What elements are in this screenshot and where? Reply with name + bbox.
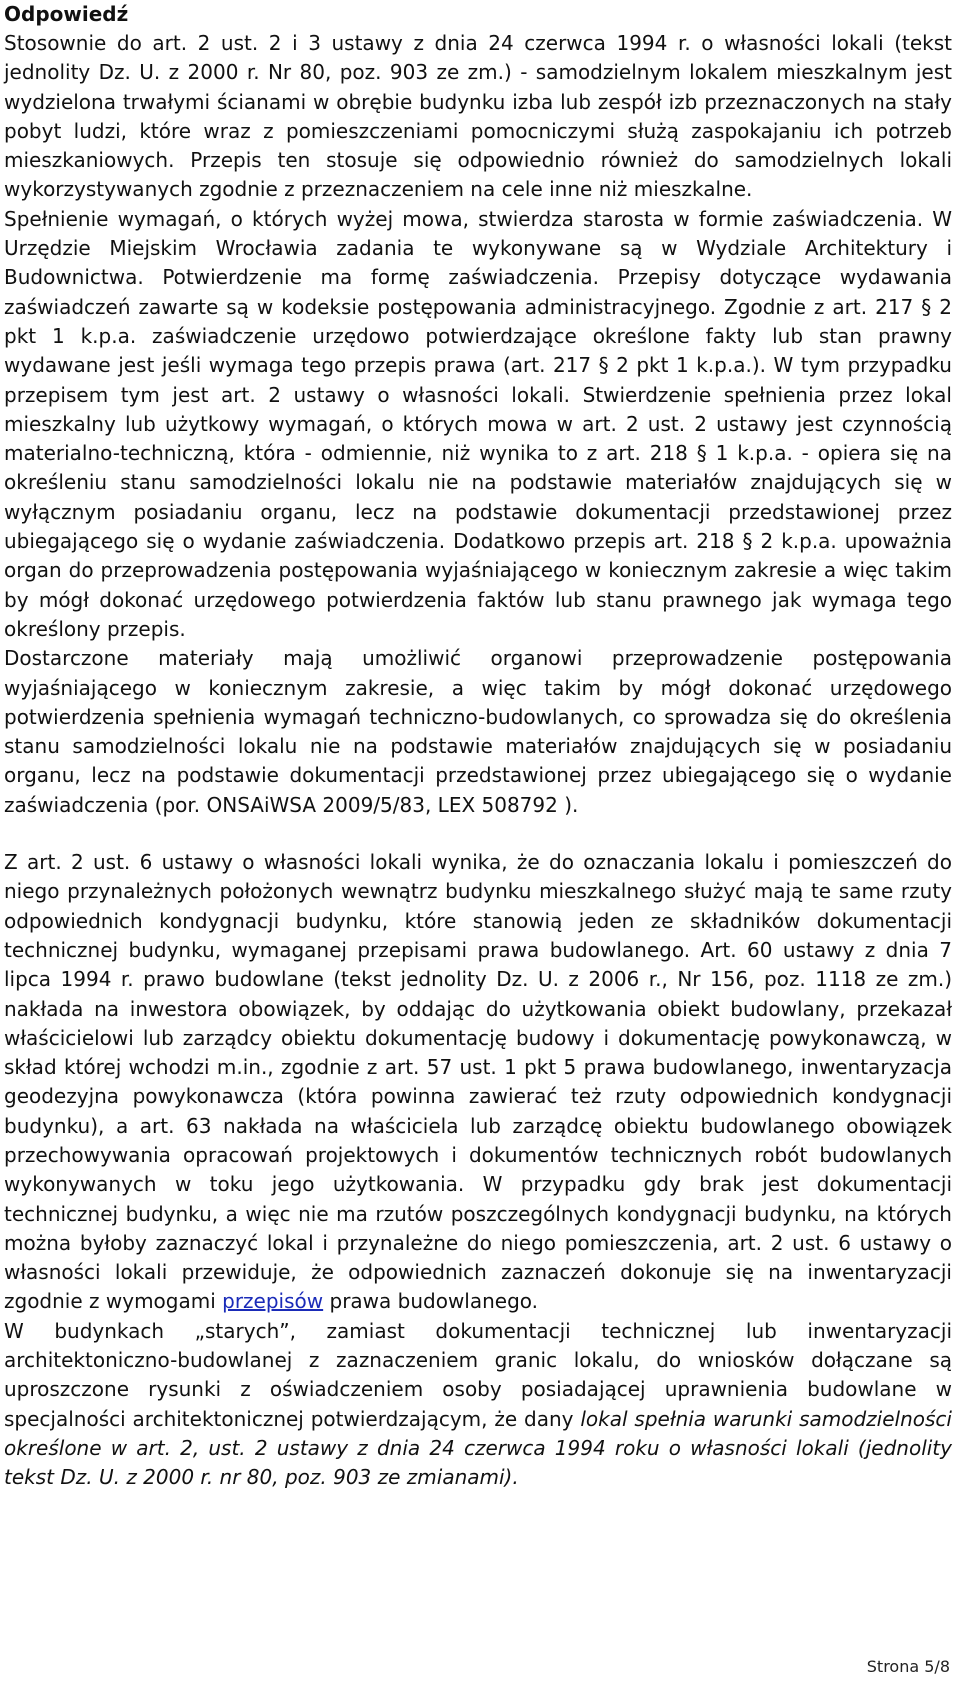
paragraph-regular-text: W budynkach „starych”, zamiast dokumentacji technicznej lub inwentaryzacji architektoniczno-budowlanej z zaznaczeniem granic lokalu, do wniosków dołączane są uproszczone rysunki z oświadczeniem osoby posiadającej uprawnienia budowlane w specjalności architektonicznej potwierdzającym, że dany	[4, 1318, 952, 1431]
paragraph-building-documentation	[4, 848, 952, 1317]
paragraph-definition: Stosownie do art. 2 ust. 2 i 3 ustawy z dnia 24 czerwca 1994 r. o własności lokali (tekst jednolity Dz. U. z 2000 r. Nr 80, poz. 903 ze zm.) - samodzielnym lokalem mieszkalnym jest wydzielona trwałymi ścianami w obrębie budynku izba lub zespół izb przeznaczonych na stały pobyt ludzi, które wraz z pomieszczeniami pomocniczymi służą zaspokajaniu ich potrzeb mieszkaniowych. Przepis ten stosuje się odpowiednio również do samodzielnych lokali wykorzystywanych zgodnie z przeznaczeniem na cele inne niż mieszkalne.	[4, 31, 952, 202]
page-number: Strona 5/8	[866, 1657, 950, 1676]
paragraph-text-after-link: prawa budowlanego.	[323, 1289, 539, 1314]
paragraph-materials: Dostarczone materiały mają umożliwić organowi przeprowadzenie postępowania wyjaśniającego w koniecznym zakresie, a więc takim by mógł dokonać urzędowego potwierdzenia spełnienia wymagań techniczno-budowlanych, co sprowadza się do określenia stanu samodzielności lokalu nie na podstawie materiałów znajdujących się w posiadaniu organu, lecz na podstawie dokumentacji przedstawionej przez ubiegającego się o wydanie zaświadczenia (por. ONSAiWSA 2009/5/83, LEX 508792 ).	[4, 646, 952, 817]
paragraph-italic-text: lokal spełnia warunki samodzielności określone w art. 2, ust. 2 ustawy z dnia 24 czerwca 1994 roku o własności lokali (jednolity tekst Dz. U. z 2000 r. nr 80, poz. 903 ze zmianami).	[4, 1406, 952, 1490]
paragraph-spacer	[4, 820, 952, 848]
paragraph-old-buildings	[4, 1317, 952, 1493]
przepisow-link[interactable]: przepisów	[222, 1289, 324, 1314]
paragraph-certificate-procedure: Spełnienie wymagań, o których wyżej mowa, stwierdza starosta w formie zaświadczenia. W Urzędzie Miejskim Wrocławia zadania te wykonywane są w Wydziale Architektury i Budownictwa. Potwierdzenie ma formę zaświadczenia. Przepisy dotyczące wydawania zaświadczeń zawarte są w kodeksie postępowania administracyjnego. Zgodnie z art. 217 § 2 pkt 1 k.p.a. zaświadczenie urzędowo potwierdzające określone fakty lub stan prawny wydawane jest jeśli wymaga tego przepis prawa (art. 217 § 2 pkt 1 k.p.a.). W tym przypadku przepisem tym jest art. 2 ustawy o własności lokali. Stwierdzenie spełnienia przez lokal mieszkalny lub użytkowy wymagań, o których mowa w art. 2 ust. 2 ustawy jest czynnością materialno-techniczną, która - odmiennie, niż wynika to z art. 218 § 1 k.p.a. - opiera się na określeniu stanu samodzielności lokalu nie na podstawie materiałów znajdujących się w wyłącznym posiadaniu organu, lecz na podstawie dokumentacji przedstawionej przez ubiegającego się o wydanie zaświadczenia. Dodatkowo przepis art. 218 § 2 k.p.a. upoważnia organ do przeprowadzenia postępowania wyjaśniającego w koniecznym zakresie a więc takim by mógł dokonać urzędowego potwierdzenia faktów lub stanu prawnego jak wymaga tego określony przepis.	[4, 206, 952, 641]
section-heading: Odpowiedź	[4, 2, 129, 26]
paragraph-text-before-link: Z art. 2 ust. 6 ustawy o własności lokali wynika, że do oznaczania lokalu i pomieszczeń do niego przynależnych położonych wewnątrz budynku mieszkalnego służyć mają te same rzuty odpowiednich kondygnacji budynku, które stanowią jeden ze składników dokumentacji technicznej budynku, wymaganej przepisami prawa budowlanego. Art. 60 ustawy z dnia 7 lipca 1994 r. prawo budowlane (tekst jednolity Dz. U. z 2006 r., Nr 156, poz. 1118 ze zm.) nakłada na inwestora obowiązek, by oddając do użytkowania obiekt budowlany, przekazał właścicielowi lub zarządcy obiektu dokumentację budowy i dokumentację powykonawczą, w skład której wchodzi m.in., zgodnie z art. 57 ust. 1 pkt 5 prawa budowlanego, inwentaryzacja geodezyjna powykonawcza (która powinna zawierać też rzuty odpowiednich kondygnacji budynku), a art. 63 nakłada na właściciela lub zarządcę obiektu budowlanego obowiązek przechowywania opracowań projektowych i dokumentów technicznych robót budowlanych wykonywanych w toku jego użytkowania. W przypadku gdy brak jest dokumentacji technicznej budynku, a więc nie ma rzutów poszczególnych kondygnacji budynku, na których można byłoby zaznaczyć lokal i przynależne do niego pomieszczenia, art. 2 ust. 6 ustawy o własności lokali przewiduje, że odpowiednich zaznaczeń dokonuje się na inwentaryzacji zgodnie z wymogami	[4, 850, 952, 1314]
